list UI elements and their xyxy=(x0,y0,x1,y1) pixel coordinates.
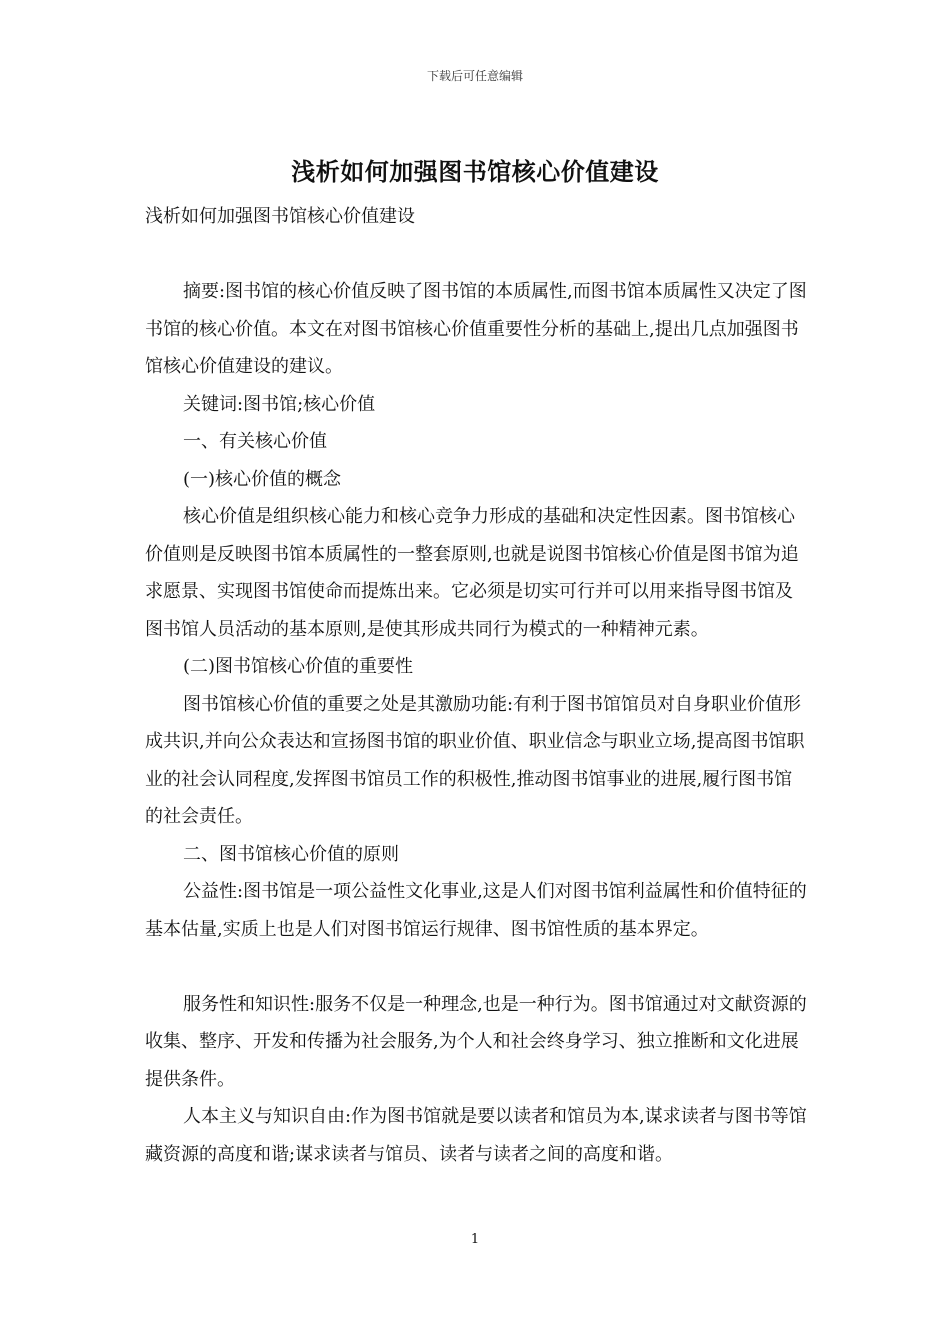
subsection-heading-2: (二)图书馆核心价值的重要性 xyxy=(183,656,414,677)
header-note: 下载后可任意编辑 xyxy=(426,69,523,83)
section-heading-1: 一、有关核心价值 xyxy=(183,431,327,452)
principle-service-knowledge: 服务性和知识性:服务不仅是一种理念,也是一种行为。图书馆通过对文献资源的收集、整序、开发和传播为社会服务,为个人和社会终身学习、独立推断和文化进展提供条件。 xyxy=(145,993,807,1090)
page-number: 1 xyxy=(470,1232,480,1247)
blank-line xyxy=(145,236,810,274)
document-body xyxy=(145,198,810,1173)
section-heading-2: 二、图书馆核心价值的原则 xyxy=(183,843,399,865)
abstract-paragraph: 摘要:图书馆的核心价值反映了图书馆的本质属性,而图书馆本质属性又决定了图书馆的核心价值。本文在对图书馆核心价值重要性分析的基础上,提出几点加强图书馆核心价值建设的建议。 xyxy=(145,281,807,377)
subtitle-line: 浅析如何加强图书馆核心价值建设 xyxy=(145,206,415,227)
principle-humanism: 人本主义与知识自由:作为图书馆就是要以读者和馆员为本,谋求读者与图书等馆藏资源的高度和谐;谋求读者与馆员、读者与读者之间的高度和谐。 xyxy=(145,1106,807,1165)
blank-line xyxy=(145,948,810,986)
subsection-body-2: 图书馆核心价值的重要之处是其激励功能:有利于图书馆馆员对自身职业价值形成共识,并向公众表达和宣扬图书馆的职业价值、职业信念与职业立场,提高图书馆职业的社会认同程度,发挥图书馆员工作的积极性,推动图书馆事业的进展,履行图书馆的社会责任。 xyxy=(145,693,805,827)
keywords-line: 关键词:图书馆;核心价值 xyxy=(183,393,376,415)
subsection-heading-1: (一)核心价值的概念 xyxy=(183,468,342,490)
principle-public-welfare: 公益性:图书馆是一项公益性文化事业,这是人们对图书馆利益属性和价值特征的基本估量,实质上也是人们对图书馆运行规律、图书馆性质的基本界定。 xyxy=(145,881,807,940)
subsection-body-1: 核心价值是组织核心能力和核心竞争力形成的基础和决定性因素。图书馆核心价值则是反映图书馆本质属性的一整套原则,也就是说图书馆核心价值是图书馆为追求愿景、实现图书馆使命而提炼出来。它必须是切实可行并可以用来指导图书馆及图书馆人员活动的基本原则,是使其形成共同行为模式的一种精神元素。 xyxy=(145,506,799,640)
document-title: 浅析如何加强图书馆核心价值建设 xyxy=(291,157,659,186)
